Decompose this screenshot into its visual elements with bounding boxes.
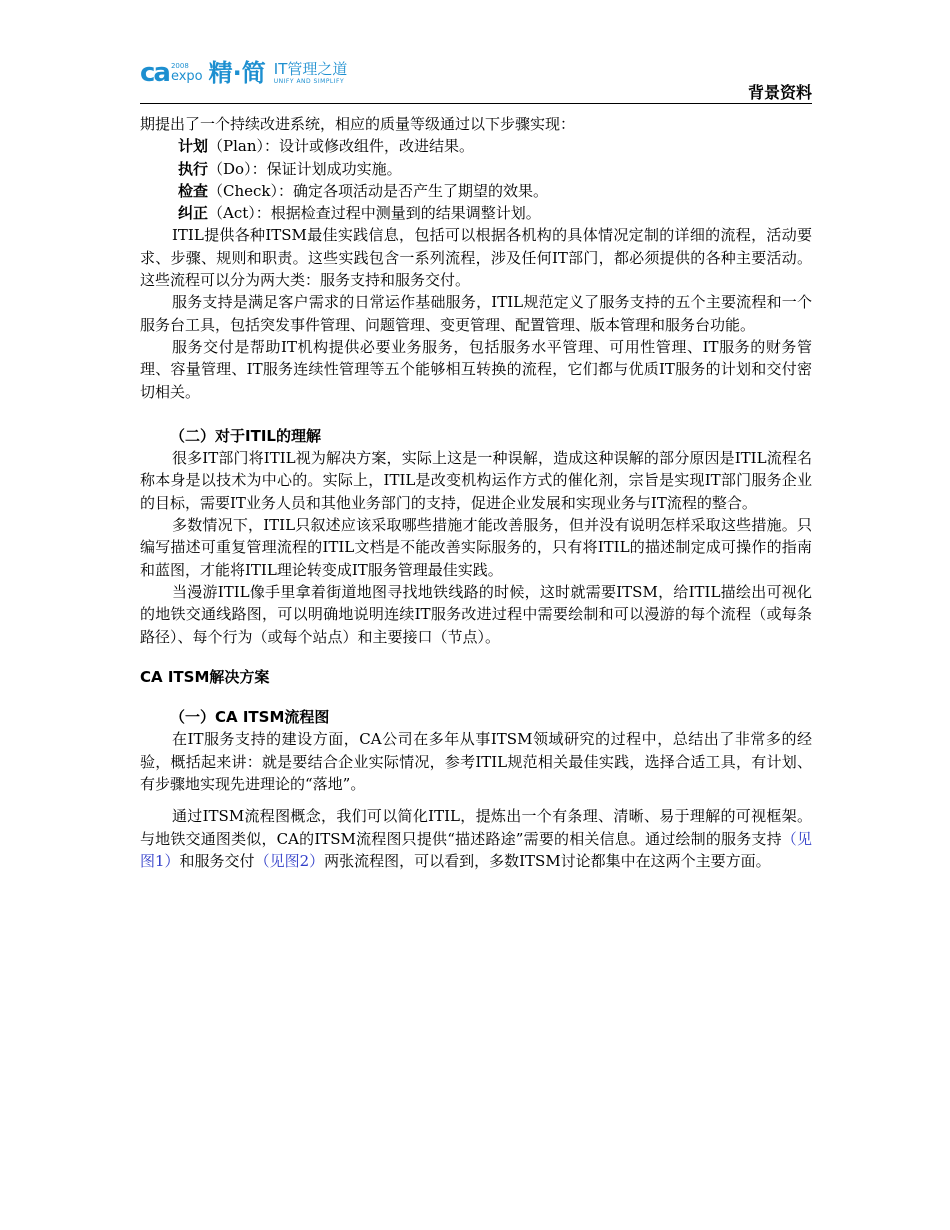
paragraph: 期提出了一个持续改进系统，相应的质量等级通过以下步骤实现：: [140, 115, 576, 133]
step-desc: （Check）：确定各项活动是否产生了期望的效果。: [208, 181, 549, 200]
ca-expo-logo: [140, 56, 347, 90]
pdca-step-do: [140, 158, 812, 180]
logo-ca-text: ca: [140, 58, 169, 88]
paragraph: [140, 805, 812, 872]
logo-it-block: [273, 59, 348, 85]
step-desc: （Act）：根据检查过程中测量到的结果调整计划。: [208, 204, 541, 223]
step-desc: （Do）：保证计划成功实施。: [208, 159, 402, 178]
figure-1-link[interactable]: （见图1）: [140, 829, 812, 870]
paragraph: 多数情况下，ITIL只叙述应该采取哪些措施才能改善服务，但并没有说明怎样采取这些措施。只编写描述可重复管理流程的ITIL文档是不能改善实际服务的，只有将ITIL的描述制定成可操作的指南和蓝图，才能将ITIL理论转变成IT服务管理最佳实践。: [140, 516, 812, 579]
step-desc: （Plan）：设计或修改组件，改进结果。: [208, 137, 475, 156]
paragraph-text: 和服务交付: [179, 851, 255, 870]
figure-2-link[interactable]: （见图2）: [254, 851, 325, 870]
section-heading: CA ITSM解决方案: [140, 667, 270, 686]
pdca-step-plan: [140, 135, 812, 157]
spacer: [140, 648, 812, 666]
document-body: [140, 113, 812, 872]
paragraph: 在IT服务支持的建设方面，CA公司在多年从事ITSM领域研究的过程中，总结出了非常多的经验，概括起来讲：就是要结合企业实际情况，参考ITIL规范相关最佳实践，选择合适工具，有计划、有步骤地实现先进理论的“落地”。: [140, 730, 812, 794]
section-heading: （一）CA ITSM流程图: [170, 708, 330, 727]
pdca-step-act: [140, 202, 812, 224]
paragraph: 很多IT部门将ITIL视为解决方案，实际上这是一种误解，造成这种误解的部分原因是ITIL流程名称本身是以技术为中心的。实际上，ITIL是改变机构运作方式的催化剂，宗旨是实现IT部门服务企业的目标，需要IT业务人员和其他业务部门的支持，促进企业发展和实现业务与IT流程的整合。: [140, 449, 812, 512]
logo-expo-year: 2008: [170, 62, 189, 70]
paragraph-text: 通过ITSM流程图概念，我们可以简化ITIL，提炼出一个有条理、清晰、易于理解的可视框架。与地铁交通图类似，CA的ITSM流程图只提供“描述路途”需要的相关信息。通过绘制的服务支持: [140, 807, 812, 848]
step-term: 计划: [178, 137, 209, 156]
logo-tagline: UNIFY AND SIMPLIFY: [273, 77, 345, 85]
step-term: 纠正: [178, 204, 209, 223]
step-term: 检查: [178, 181, 209, 200]
spacer: [140, 403, 812, 425]
paragraph: 当漫游ITIL像手里拿着街道地图寻找地铁线路的时候，这时就需要ITSM，给ITIL描绘出可视化的地铁交通线路图，可以明确地说明连续IT服务改进过程中需要绘制和可以漫游的每个流程（或每条路径）、每个行为（或每个站点）和主要接口（节点）。: [140, 582, 812, 646]
paragraph: ITIL提供各种ITSM最佳实践信息，包括可以根据各机构的具体情况定制的详细的流程，活动要求、步骤、规则和职责。这些实践包含一系列流程，涉及任何IT部门，都必须提供的各种主要活动。这些流程可以分为两大类：服务支持和服务交付。: [140, 226, 812, 290]
logo-it-text: IT管理之道: [273, 59, 348, 78]
logo-expo-text: expo: [170, 69, 203, 84]
paragraph: 服务支持是满足客户需求的日常运作基础服务，ITIL规范定义了服务支持的五个主要流程和一个服务台工具，包括突发事件管理、问题管理、变更管理、配置管理、版本管理和服务台功能。: [140, 293, 812, 334]
logo-brand-text: 精·简: [208, 59, 266, 87]
logo-expo: [171, 63, 203, 83]
step-term: 执行: [178, 159, 209, 178]
spacer: [140, 795, 812, 805]
paragraph-text: 两张流程图，可以看到，多数ITSM讨论都集中在这两个主要方面。: [324, 851, 771, 870]
paragraph: 服务交付是帮助IT机构提供必要业务服务，包括服务水平管理、可用性管理、IT服务的财务管理、容量管理、IT服务连续性管理等五个能够相互转换的流程，它们都与优质IT服务的计划和交付密切相关。: [140, 337, 812, 401]
section-heading: （二）对于ITIL的理解: [170, 426, 321, 445]
pdca-step-check: [140, 180, 812, 202]
page-header: [140, 56, 812, 104]
spacer: [140, 688, 812, 706]
header-divider: [140, 103, 812, 104]
section-label: 背景资料: [747, 83, 812, 102]
